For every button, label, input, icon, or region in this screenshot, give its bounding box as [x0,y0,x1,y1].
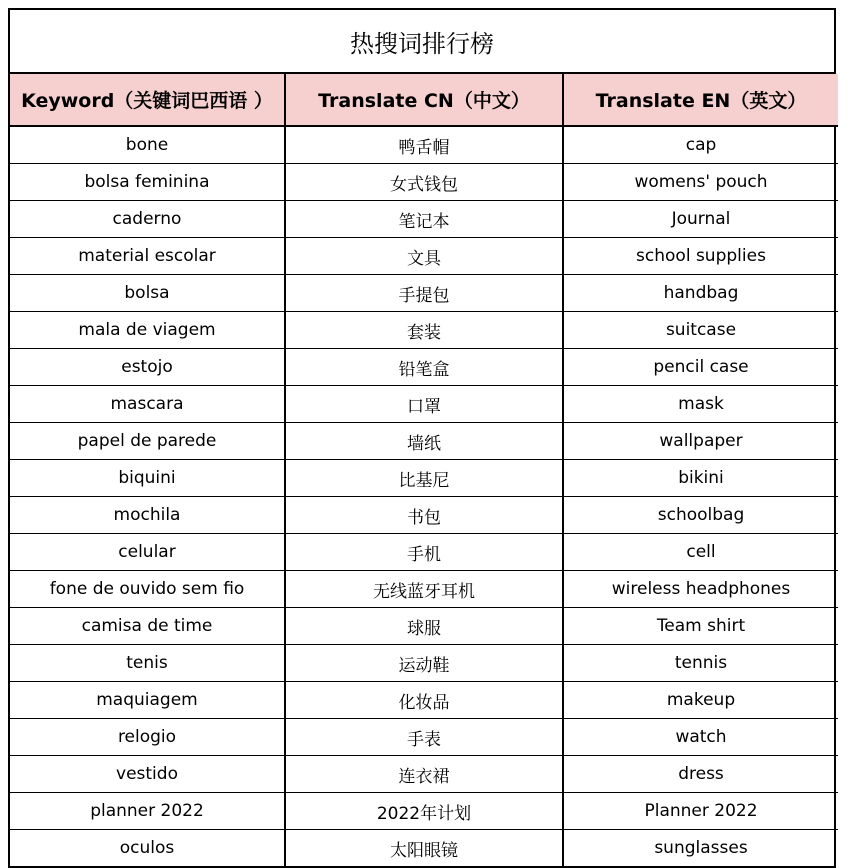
translate-en-cell: tennis [563,645,838,682]
keyword-cell: bolsa feminina [10,164,285,201]
translate-cn-cell: 女式钱包 [285,164,563,201]
table-row [10,571,838,608]
translate-cn-cell: 运动鞋 [285,645,563,682]
translate-en-cell: school supplies [563,238,838,275]
header-row [10,74,838,126]
keyword-cell: mala de viagem [10,312,285,349]
keyword-cell: tenis [10,645,285,682]
translate-cn-cell: 墙纸 [285,423,563,460]
translate-en-cell: suitcase [563,312,838,349]
table-row [10,793,838,830]
translate-cn-cell: 手表 [285,719,563,756]
translate-cn-cell: 书包 [285,497,563,534]
translate-en-cell: cap [563,126,838,164]
table-row [10,275,838,312]
translate-cn-cell: 球服 [285,608,563,645]
translate-cn-cell: 笔记本 [285,201,563,238]
keyword-cell: fone de ouvido sem fio [10,571,285,608]
translate-en-cell: schoolbag [563,497,838,534]
translate-en-cell: womens' pouch [563,164,838,201]
keyword-cell: celular [10,534,285,571]
translate-cn-cell: 太阳眼镜 [285,830,563,867]
translate-en-cell: sunglasses [563,830,838,867]
translate-en-cell: wireless headphones [563,571,838,608]
header-translate-cn: Translate CN（中文） [285,74,563,126]
keyword-cell: camisa de time [10,608,285,645]
table-row [10,126,838,164]
table-row [10,349,838,386]
translate-cn-cell: 比基尼 [285,460,563,497]
translate-en-cell: Journal [563,201,838,238]
table-row [10,830,838,867]
translate-cn-cell: 铅笔盒 [285,349,563,386]
keyword-ranking-sheet [8,8,836,868]
translate-en-cell: dress [563,756,838,793]
translate-cn-cell: 文具 [285,238,563,275]
translate-cn-cell: 鸭舌帽 [285,126,563,164]
keyword-cell: relogio [10,719,285,756]
table-row [10,645,838,682]
table-row [10,312,838,349]
translate-en-cell: watch [563,719,838,756]
header-keyword: Keyword（关键词巴西语 ） [10,74,285,126]
keyword-cell: mochila [10,497,285,534]
table-row [10,719,838,756]
table-row [10,201,838,238]
translate-cn-cell: 套装 [285,312,563,349]
header-translate-en: Translate EN（英文） [563,74,838,126]
table-row [10,682,838,719]
table-row [10,423,838,460]
table-row [10,164,838,201]
keyword-table [10,74,838,866]
keyword-cell: oculos [119,838,175,858]
table-row [10,608,838,645]
keyword-cell: maquiagem [10,682,285,719]
translate-en-cell: pencil case [563,349,838,386]
keyword-cell: bone [10,126,285,164]
table-row [10,386,838,423]
translate-en-cell: wallpaper [563,423,838,460]
table-row [10,534,838,571]
table-row [10,756,838,793]
keyword-cell: caderno [10,201,285,238]
translate-en-cell: makeup [563,682,838,719]
keyword-cell: estojo [10,349,285,386]
translate-en-cell: mask [563,386,838,423]
translate-en-cell: Planner 2022 [563,793,838,830]
translate-cn-cell: 连衣裙 [285,756,563,793]
keyword-cell: papel de parede [10,423,285,460]
keyword-cell: vestido [10,756,285,793]
keyword-cell: material escolar [10,238,285,275]
translate-cn-cell: 无线蓝牙耳机 [285,571,563,608]
keyword-cell: biquini [10,460,285,497]
table-row [10,460,838,497]
translate-cn-cell: 口罩 [285,386,563,423]
translate-en-cell: handbag [563,275,838,312]
translate-en-cell: cell [563,534,838,571]
translate-cn-cell: 手机 [285,534,563,571]
table-row [10,238,838,275]
keyword-cell: bolsa [10,275,285,312]
translate-en-cell: bikini [563,460,838,497]
translate-en-cell: Team shirt [563,608,838,645]
table-row [10,497,838,534]
translate-cn-cell: 化妆品 [285,682,563,719]
translate-cn-cell: 2022年计划 [285,793,563,830]
sheet-title: 热搜词排行榜 [10,10,834,74]
translate-cn-cell: 手提包 [285,275,563,312]
keyword-cell: planner 2022 [10,793,285,830]
keyword-cell: mascara [10,386,285,423]
